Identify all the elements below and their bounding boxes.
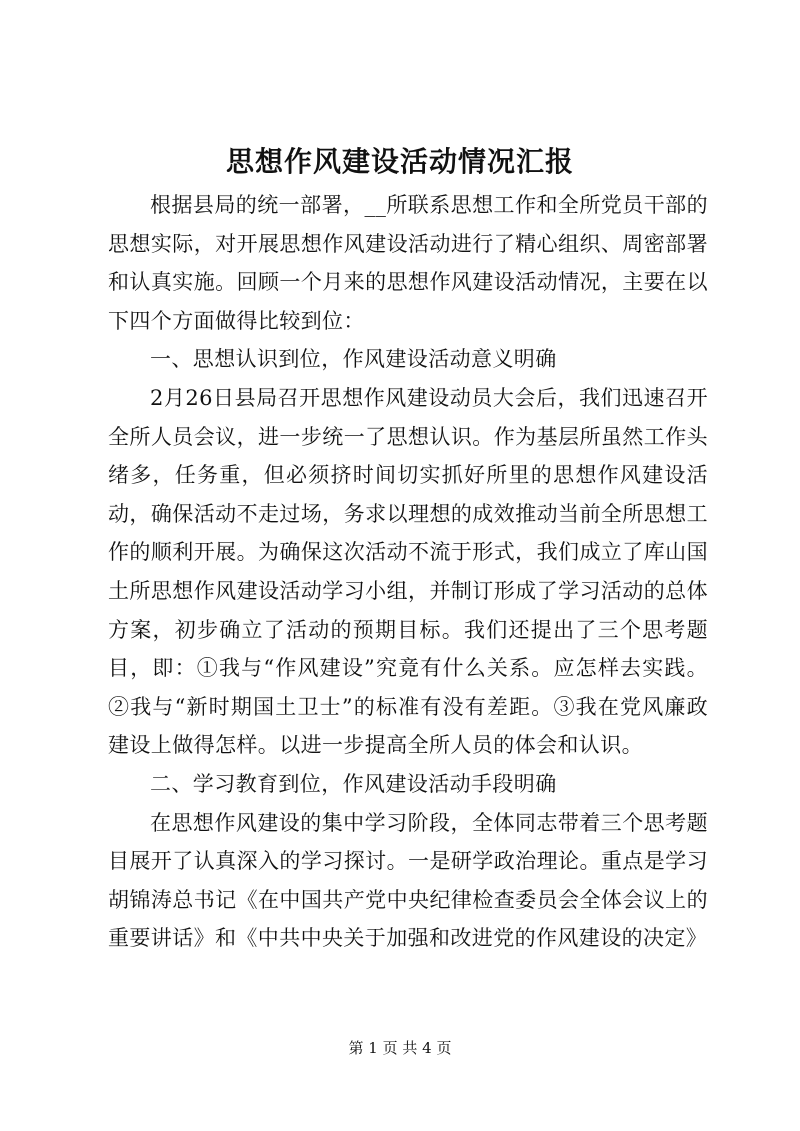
intro-paragraph: 根据县局的统一部署，__所联系思想工作和全所党员干部的思想实际，对开展思想作风建设活动进行了精心组织、周密部署和认真实施。回顾一个月来的思想作风建设活动情况，主要在以下四个方面做得比较到位： bbox=[108, 193, 708, 333]
section-1-paragraph: 2月26日县局召开思想作风建设动员大会后，我们迅速召开全所人员会议，进一步统一了思想认识。作为基层所虽然工作头绪多，任务重，但必须挤时间切实抓好所里的思想作风建设活动，确保活动不走过场，务求以理想的成效推动当前全所思想工作的顺利开展。为确保这次活动不流于形式，我们成立了库山国土所思想作风建设活动学习小组，并制订形成了学习活动的总体方案，初步确立了活动的预期目标。我们还提出了三个思考题目，即：①我与“作风建设”究竟有什么关系。应怎样去实践。②我与“新时期国土卫士”的标准有没有差距。③我在党风廉政建设上做得怎样。以进一步提高全所人员的体会和认识。 bbox=[108, 385, 708, 758]
section-2-paragraph: 在思想作风建设的集中学习阶段，全体同志带着三个思考题目展开了认真深入的学习探讨。一是研学政治理论。重点是学习胡锦涛总书记《在中国共产党中央纪律检查委员会全体会议上的重要讲话》和《中共中央关于加强和改进党的作风建设的决定》 bbox=[108, 810, 708, 951]
section-heading-1: 一、思想认识到位，作风建设活动意义明确 bbox=[150, 347, 557, 372]
document-title: 思想作风建设活动情况汇报 bbox=[225, 145, 574, 178]
page-number-footer: 第 1 页 共 4 页 bbox=[348, 1039, 452, 1057]
section-heading-2: 二、学习教育到位，作风建设活动手段明确 bbox=[150, 771, 557, 796]
document-body bbox=[108, 186, 708, 958]
